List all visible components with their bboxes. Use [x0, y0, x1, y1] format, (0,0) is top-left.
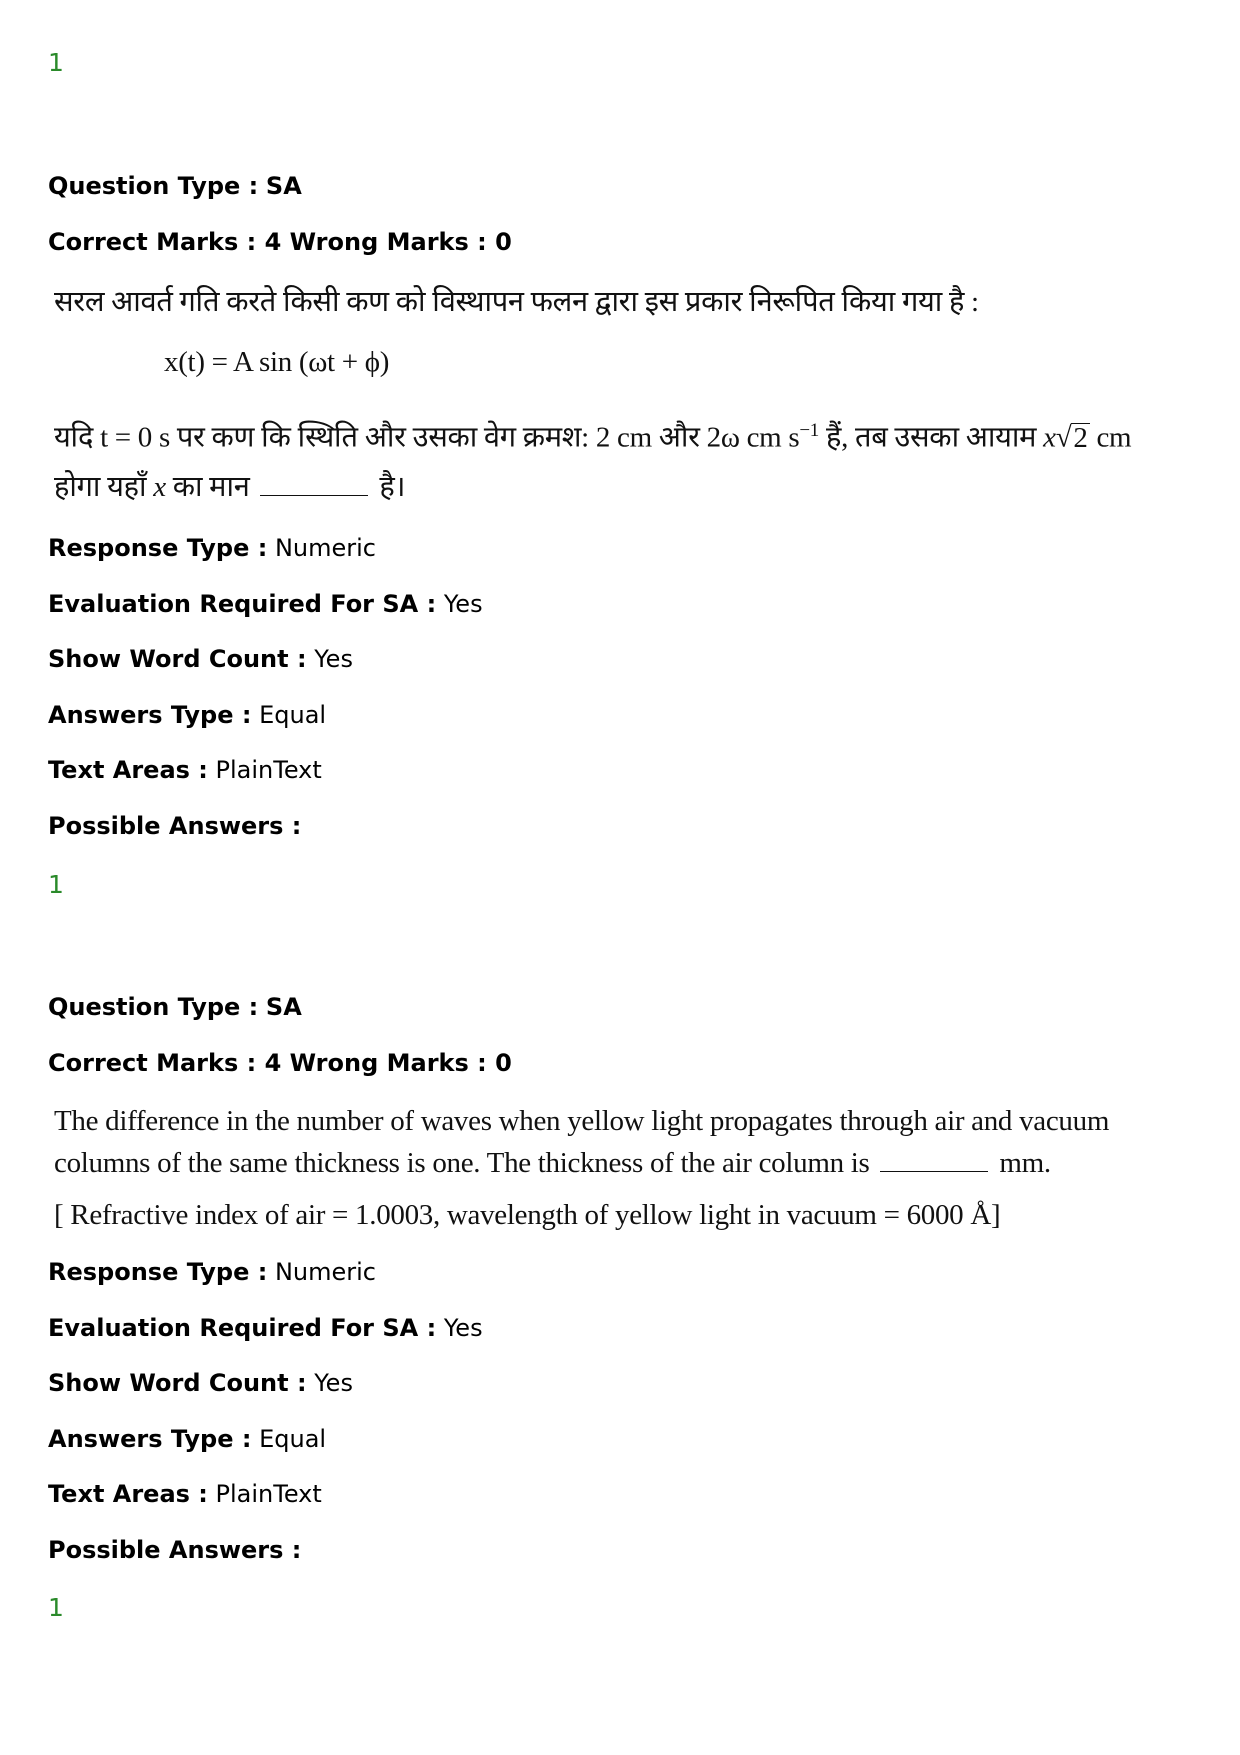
question-text-line-1: सरल आवर्त गति करते किसी कण को विस्थापन फलन द्वारा इस प्रकार निरूपित किया गया है :	[54, 286, 979, 318]
question-text-line-4	[54, 470, 405, 504]
question-type-label: Question Type :	[48, 172, 259, 200]
question-type-value: SA	[265, 172, 302, 200]
question-text-line-1: The difference in the number of waves when yellow light propagates through air and vacuum	[54, 1105, 1110, 1137]
question-text-line-3: यदि t = 0 s पर कण कि स्थिति और उसका वेग क्रमश: 2 cm और 2ω cm $s^{-1}$ हैं, तब उसका आयाम x√2 cm	[54, 420, 1132, 454]
response-type-row	[48, 533, 376, 563]
question-type-row	[48, 171, 302, 201]
formula-text: x(t) = A sin (ωt + ϕ)	[164, 346, 390, 378]
question-type-label: Question Type :	[48, 993, 259, 1021]
line3-part-b: हैं, तब उसका आयाम	[825, 421, 1037, 454]
line4-part-c: है।	[379, 471, 406, 503]
evaluation-row	[48, 1313, 483, 1343]
marks-text: Correct Marks : 4 Wrong Marks : 0	[48, 1049, 512, 1077]
line3-part-a: यदि t = 0 s पर कण कि स्थिति और उसका वेग क्रमश: 2 cm और 2ω cm s	[54, 421, 800, 454]
response-type-label: Response Type :	[48, 534, 268, 562]
line3-unit: cm	[1096, 421, 1132, 454]
answers-type-label: Answers Type :	[48, 701, 252, 729]
text-areas-value: PlainText	[215, 756, 322, 784]
line3-sqrt-value: 2	[1073, 421, 1088, 454]
line4-part-a: होगा यहाँ	[54, 471, 147, 503]
response-type-value: Numeric	[274, 534, 376, 562]
word-count-row	[48, 1368, 353, 1398]
word-count-label: Show Word Count :	[48, 1369, 307, 1397]
word-count-label: Show Word Count :	[48, 645, 307, 673]
marks-row	[48, 227, 512, 257]
answers-type-value: Equal	[259, 1425, 327, 1453]
word-count-value: Yes	[314, 1369, 353, 1397]
line3-variable-x: x	[1043, 421, 1056, 454]
answer-blank	[880, 1147, 988, 1172]
possible-answers-row	[48, 1535, 301, 1565]
possible-answers-row	[48, 811, 301, 841]
text-areas-label: Text Areas :	[48, 1480, 208, 1508]
evaluation-value: Yes	[443, 1314, 483, 1342]
text-areas-value: PlainText	[215, 1480, 322, 1508]
word-count-row	[48, 644, 353, 674]
text-areas-row	[48, 1479, 322, 1509]
evaluation-label: Evaluation Required For SA :	[48, 590, 437, 618]
answers-type-label: Answers Type :	[48, 1425, 252, 1453]
line3-superscript: −1	[799, 420, 820, 441]
possible-answers-label: Possible Answers :	[48, 1536, 302, 1564]
question-type-value: SA	[265, 993, 302, 1021]
text-areas-label: Text Areas :	[48, 756, 208, 784]
question-text-line-2	[54, 1146, 1051, 1180]
response-type-value: Numeric	[274, 1258, 376, 1286]
marks-text: Correct Marks : 4 Wrong Marks : 0	[48, 228, 512, 256]
line2-part-a: columns of the same thickness is one. The thickness of the air column is	[54, 1147, 870, 1179]
answers-type-row	[48, 1424, 326, 1454]
marks-row	[48, 1048, 512, 1078]
possible-answer-value: 1	[48, 870, 64, 899]
possible-answers-label: Possible Answers :	[48, 812, 302, 840]
possible-answer-value: 1	[48, 1593, 64, 1622]
text-areas-row	[48, 755, 322, 785]
response-type-row	[48, 1257, 376, 1287]
evaluation-value: Yes	[443, 590, 483, 618]
line4-part-b: का मान	[172, 471, 250, 503]
answers-type-row	[48, 700, 326, 730]
question-number: 1	[48, 48, 64, 77]
response-type-label: Response Type :	[48, 1258, 268, 1286]
question-type-row	[48, 992, 302, 1022]
evaluation-label: Evaluation Required For SA :	[48, 1314, 437, 1342]
question-formula	[164, 345, 389, 379]
evaluation-row	[48, 589, 483, 619]
answers-type-value: Equal	[259, 701, 327, 729]
line4-variable-x: x	[153, 471, 166, 503]
question-text-line-3: [ Refractive index of air = 1.0003, wavelength of yellow light in vacuum = 6000 Å]	[54, 1199, 1001, 1231]
answer-blank	[260, 471, 368, 496]
word-count-value: Yes	[314, 645, 353, 673]
line2-part-b: mm.	[999, 1147, 1051, 1179]
